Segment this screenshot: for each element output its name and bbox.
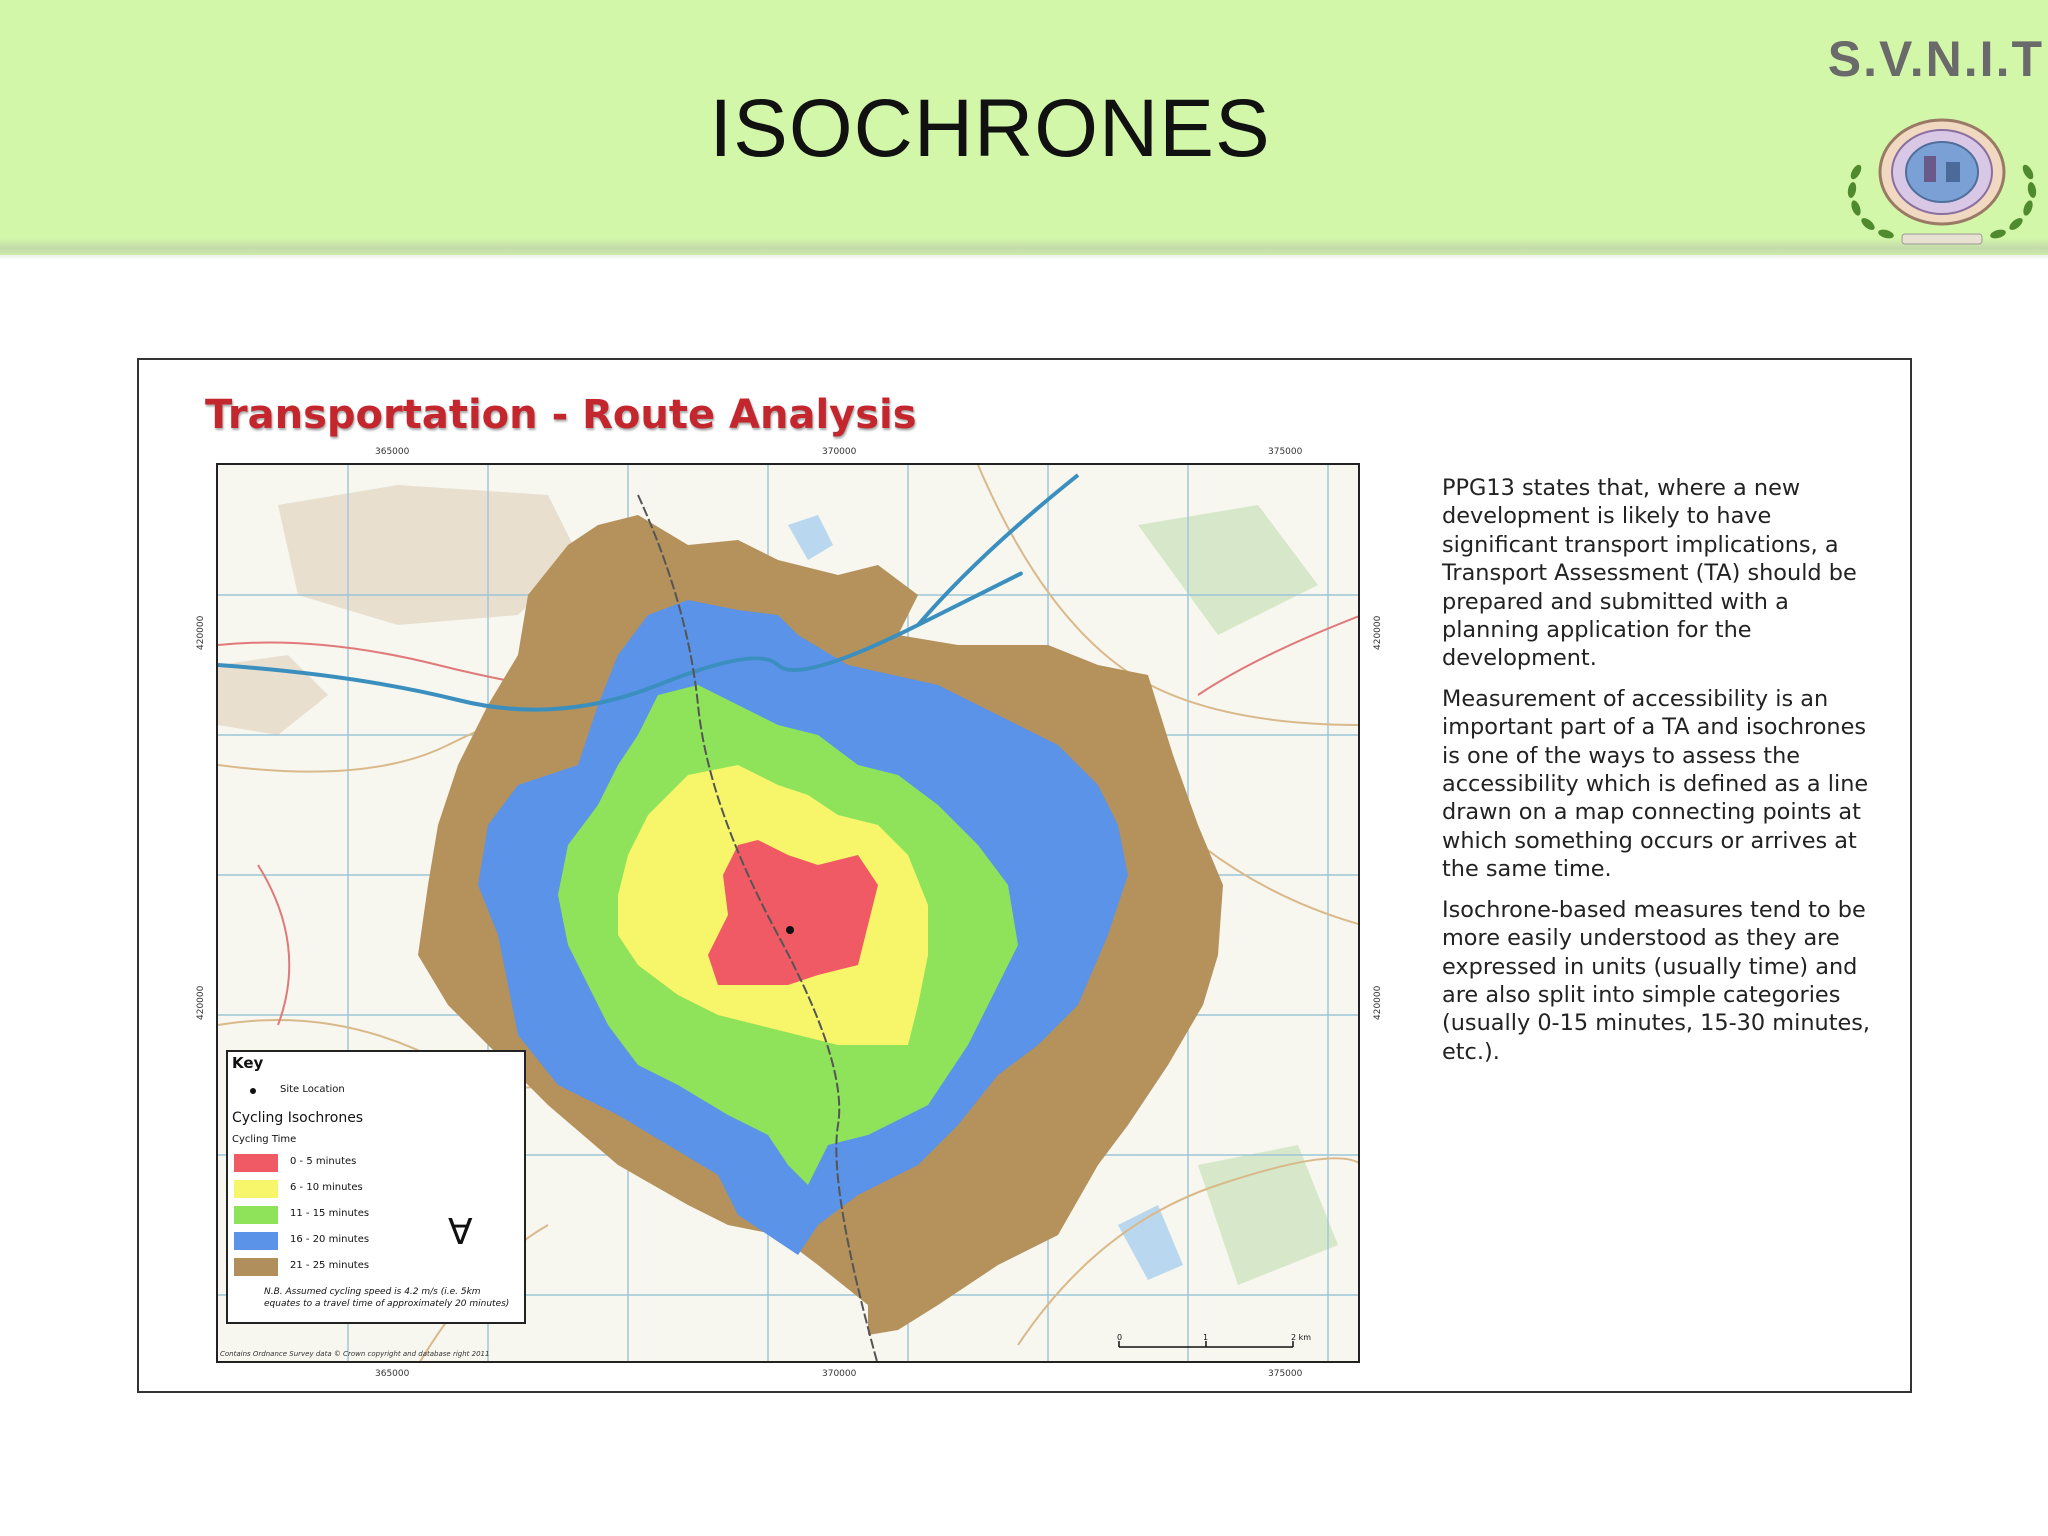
key-swatch: [234, 1180, 278, 1198]
key-heading: Key: [232, 1054, 264, 1072]
key-class-label: 11 - 15 minutes: [290, 1208, 370, 1219]
grid-label-left-2: 420000: [196, 985, 206, 1020]
scale-label-1: 1: [1203, 1333, 1209, 1342]
key-swatch: [234, 1258, 278, 1276]
key-class-6-10: [234, 1180, 514, 1200]
grid-label-left-1: 420000: [196, 615, 206, 650]
key-swatch: [234, 1154, 278, 1172]
key-class-0-5: [234, 1154, 514, 1174]
institution-name: S.V.N.I.T: [1827, 31, 2044, 87]
key-field-title: Cycling Time: [232, 1134, 297, 1145]
map-copyright: Contains Ordnance Survey data © Crown copyright and database right 2011: [220, 1350, 490, 1358]
scale-bar: [1115, 1333, 1325, 1353]
header-shadow: [0, 238, 2048, 260]
institution-emblem-icon: [1842, 112, 2042, 248]
key-note: N.B. Assumed cycling speed is 4.2 m/s (i.e. 5km equates to a travel time of approximately 20 minutes): [264, 1287, 510, 1309]
key-class-21-25: [234, 1258, 514, 1278]
scale-label-2: 2 km: [1291, 1333, 1312, 1342]
north-arrow-icon: Ɐ: [448, 1212, 473, 1253]
key-class-label: 6 - 10 minutes: [290, 1182, 363, 1193]
grid-label-right-2: 420000: [1373, 985, 1383, 1020]
key-layer-title: Cycling Isochrones: [232, 1110, 364, 1126]
key-class-label: 16 - 20 minutes: [290, 1234, 370, 1245]
description-paragraph-1: PPG13 states that, where a new development is likely to have significant transport implications, a Transport Assessment (TA) should be prepared and submitted with a planning application for the development.: [1442, 475, 1857, 672]
key-class-label: 0 - 5 minutes: [290, 1156, 357, 1167]
key-swatch: [234, 1232, 278, 1250]
key-class-label: 21 - 25 minutes: [290, 1260, 370, 1271]
key-site-label: Site Location: [280, 1084, 345, 1095]
scale-label-0: 0: [1117, 1333, 1123, 1342]
site-location-marker: [786, 926, 794, 934]
grid-label-bottom-2: 370000: [822, 1369, 857, 1379]
description-panel: [1442, 474, 1882, 1078]
grid-label-top-3: 375000: [1268, 447, 1303, 457]
key-swatch: [234, 1206, 278, 1224]
grid-label-bottom-1: 365000: [375, 1369, 410, 1379]
slide-title: ISOCHRONES: [709, 83, 1271, 174]
grid-label-bottom-3: 375000: [1268, 1369, 1303, 1379]
description-paragraph-3: Isochrone-based measures tend to be more easily understood as they are expressed in units (usually time) and are also split into simple categories (usually 0-15 minutes, 15-30 minutes, etc.).: [1442, 896, 1871, 1065]
map-title: Transportation - Route Analysis: [205, 392, 917, 438]
grid-label-top-2: 370000: [822, 447, 857, 457]
description-paragraph-2: Measurement of accessibility is an important part of a TA and isochrones is one of the ways to assess the accessibility which is defined as a line drawn on a map connecting points at which something occurs or arrives at the same time.: [1442, 685, 1869, 883]
map-key: [226, 1050, 526, 1324]
grid-label-top-1: 365000: [375, 447, 410, 457]
site-location-icon: [250, 1088, 256, 1094]
grid-label-right-1: 420000: [1373, 615, 1383, 650]
